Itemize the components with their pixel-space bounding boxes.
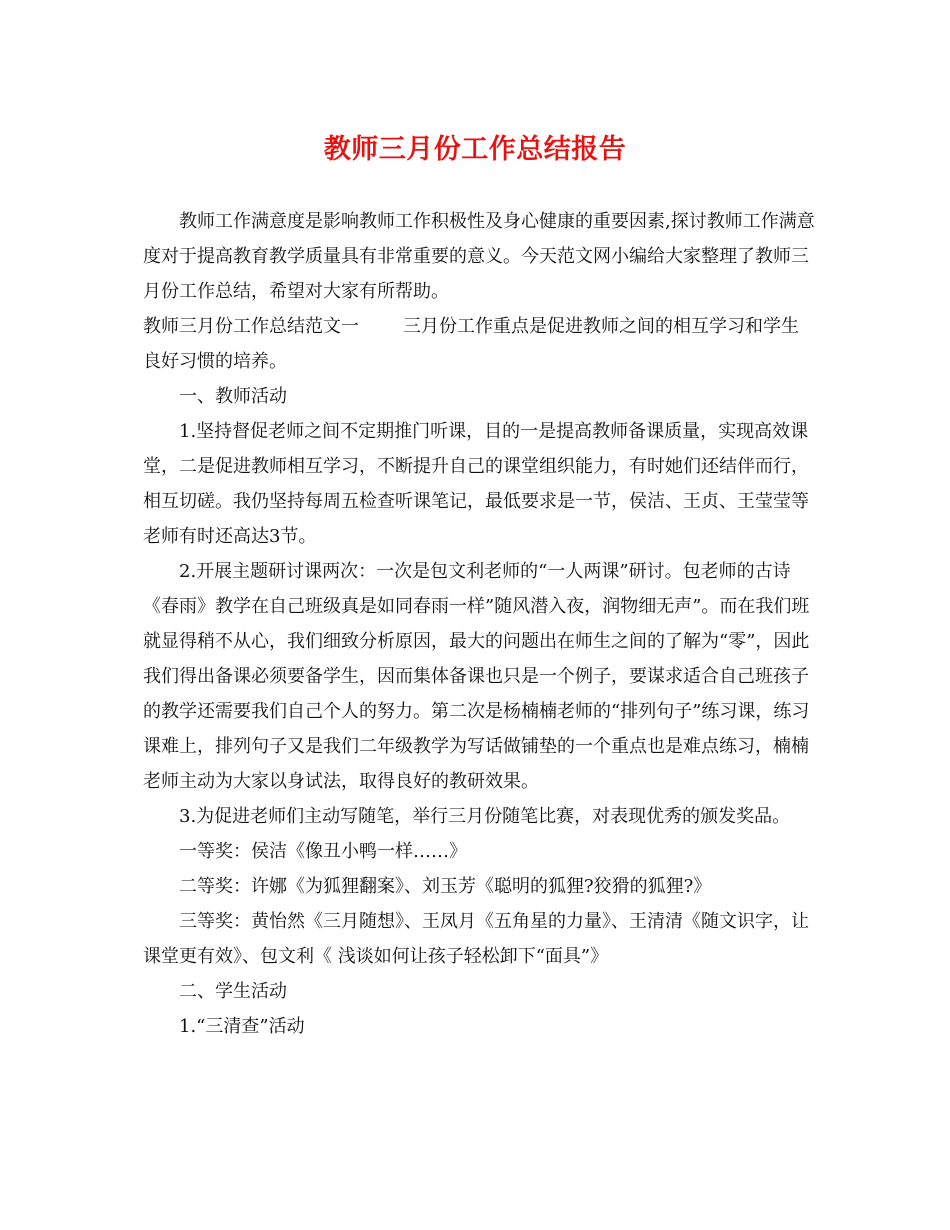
list-item-essay-contest: 3.为促进老师们主动写随笔，举行三月份随笔比赛，对表现优秀的颁发奖品。 [179, 806, 791, 827]
prize-second: 二等奖：许娜《为狐狸翻案》、刘玉芳《聪明的狐狸?狡猾的狐狸?》 [179, 876, 712, 897]
list-item-research-lessons: 2.开展主题研讨课两次：一次是包文利老师的“一人两课”研讨。包老师的古诗《春雨》教学在自己班级真是如同春雨一样”随风潜入夜，润物细无声”。而在我们班就显得稍不从心，我们细致分析原因，最大的问题出在师生之间的了解为“零”，因此我们得出备课必须要备学生，因而集体备课也只是一个例子，要谋求适合自己班孩子的教学还需要我们自己个人的努力。第二次是杨楠楠老师的“排列句子”练习课，练习课难上，排列句子又是我们二年级教学为写话做铺垫的一个重点也是难点练习，楠楠老师主动为大家以身试法，取得良好的教研效果。 [143, 561, 810, 792]
section-heading-teacher-activities: 一、教师活动 [179, 386, 287, 407]
example-paragraph [143, 309, 815, 379]
example-text: 三月份工作重点是促进教师之间的相互学习和学生良好习惯的培养。 [143, 316, 799, 372]
prize-third: 三等奖：黄怡然《三月随想》、王凤月《五角星的力量》、王清清《随文识字，让课堂更有效》、包文利《 浅谈如何让孩子轻松卸下“面具”》 [143, 911, 809, 967]
section-heading-student-activities: 二、学生活动 [179, 981, 287, 1002]
document-title: 教师三月份工作总结报告 [323, 134, 627, 165]
list-item-three-checks: 1.“三清查”活动 [179, 1016, 305, 1037]
example-label: 教师三月份工作总结范文一 [143, 316, 359, 337]
intro-paragraph: 教师工作满意度是影响教师工作积极性及身心健康的重要因素,探讨教师工作满意度对于提高教育教学质量具有非常重要的意义。今天范文网小编给大家整理了教师三月份工作总结，希望对大家有所帮助。 [143, 211, 815, 302]
prize-first: 一等奖：侯洁《像丑小鸭一样……》 [179, 841, 467, 862]
document-body [143, 204, 815, 1044]
list-item-observation: 1.坚持督促老师之间不定期推门听课，目的一是提高教师备课质量，实现高效课堂，二是促进教师相互学习，不断提升自己的课堂组织能力，有时她们还结伴而行，相互切磋。我仍坚持每周五检查听课笔记，最低要求是一节，侯洁、王贞、王莹莹等老师有时还高达3节。 [143, 421, 809, 547]
